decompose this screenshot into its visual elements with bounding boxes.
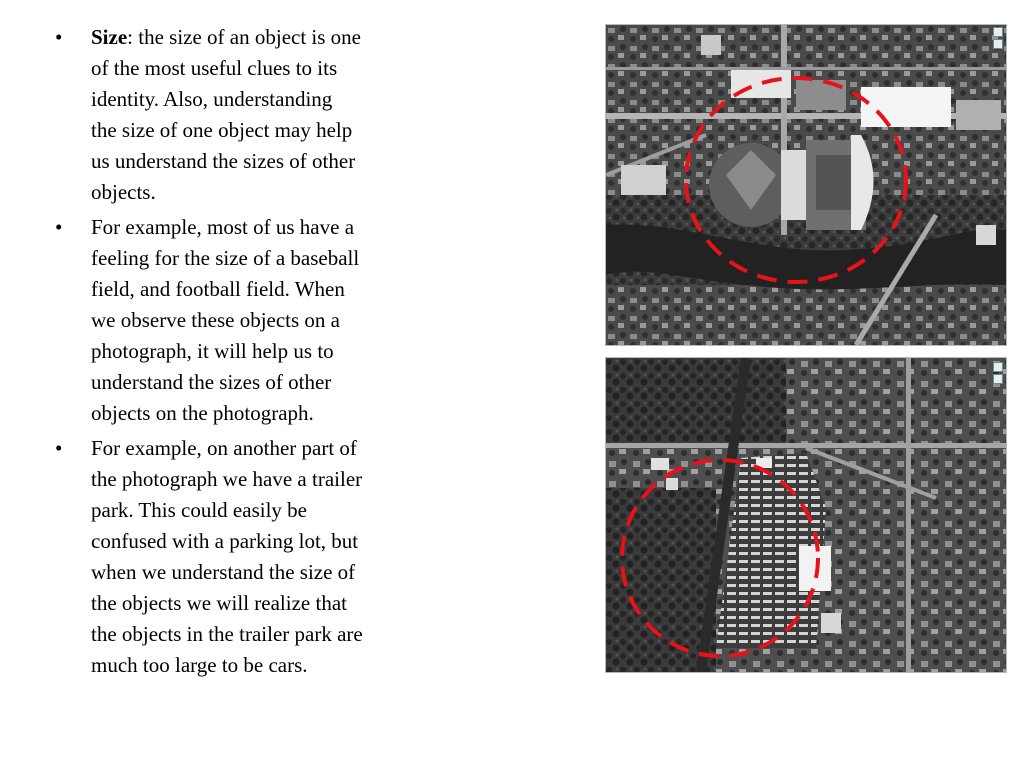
bullet-list xyxy=(55,22,475,685)
bullet-text xyxy=(91,22,475,208)
bullet-body: For example, most of us have a feeling for the size of a baseball field, and football field. When we observe these objects on a photograph, it will help us to understand the sizes of other objects on the photograph. xyxy=(91,215,360,425)
aerial-photo-trailer-park-image xyxy=(606,358,1006,672)
aerial-photo-stadiums xyxy=(605,24,1007,346)
bullet-item-trailer-park xyxy=(55,433,475,681)
bullet-marker: • xyxy=(55,25,63,49)
bullet-body: : the size of an object is one of the most useful clues to its identity. Also, understanding the size of one object may help us understand the sizes of other objects. xyxy=(91,25,361,204)
bullet-item-size xyxy=(55,22,475,208)
panel-resize-icon[interactable] xyxy=(993,27,1003,47)
bullet-marker: • xyxy=(55,215,63,239)
aerial-photo-trailer-park xyxy=(605,357,1007,673)
bullet-body: For example, on another part of the photograph we have a trailer park. This could easily be confused with a parking lot, but when we understand the size of the objects we will realize that the objects in the trailer park are much too large to be cars. xyxy=(91,436,363,677)
bullet-marker: • xyxy=(55,436,63,460)
bullet-item-baseball-football xyxy=(55,212,475,429)
aerial-photo-stadiums-image xyxy=(606,25,1006,345)
bullet-lead-term: Size xyxy=(91,25,128,49)
panel-resize-icon[interactable] xyxy=(993,362,1003,382)
